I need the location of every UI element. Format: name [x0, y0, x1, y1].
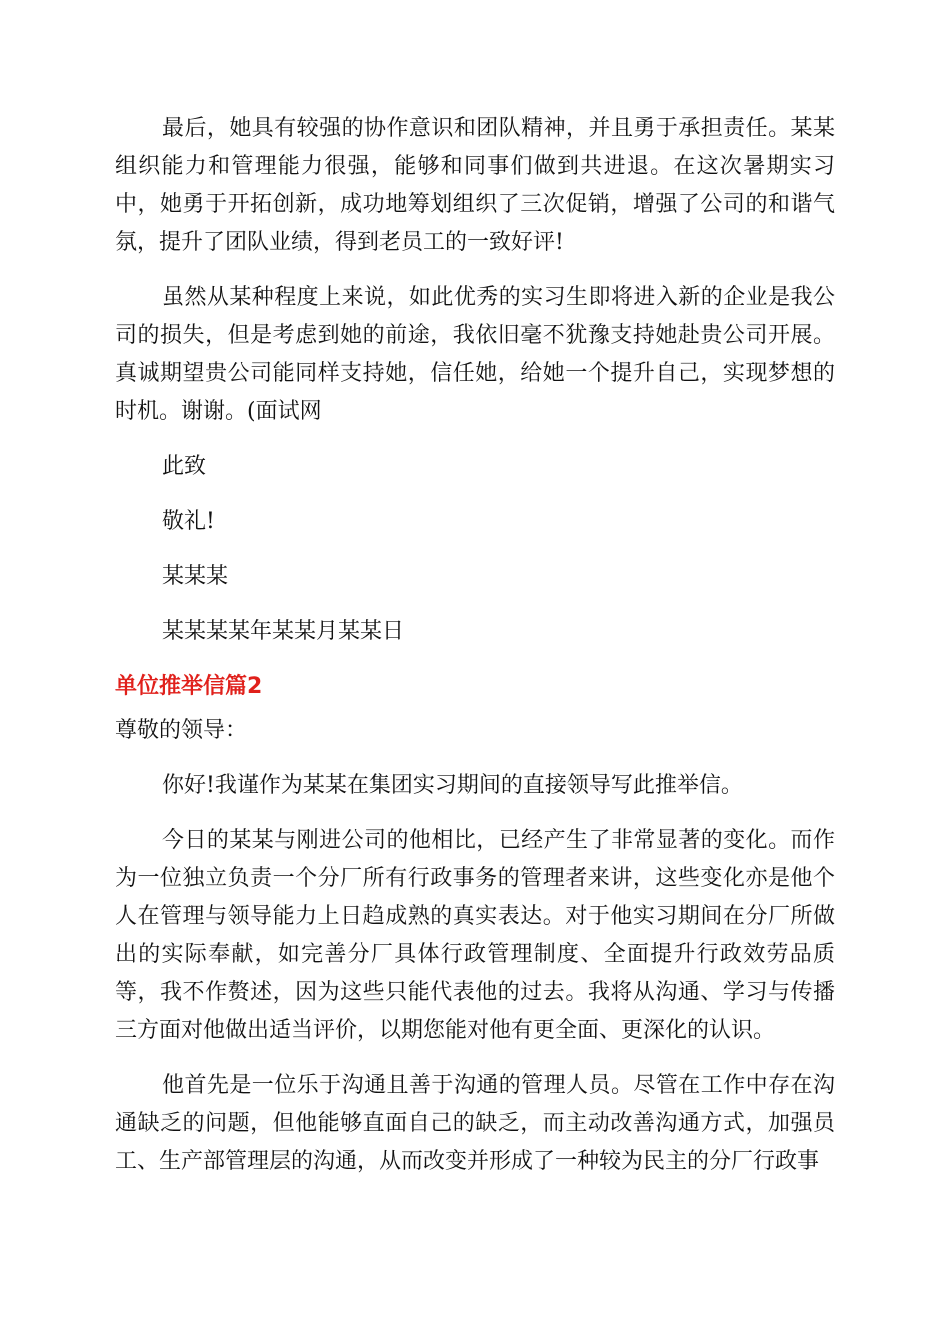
section-heading: 单位推举信篇2 — [115, 674, 263, 699]
signature-line: 某某某 — [162, 564, 229, 589]
body-paragraph: 虽然从某种程度上来说，如此优秀的实习生即将进入新的企业是我公司的损失，但是考虑到她的前途，我依旧毫不犹豫支持她赴贵公司开展。真诚期望贵公司能同样支持她，信任她，给她一个提升自己，实现梦想的时机。谢谢。(面试网 — [115, 285, 835, 424]
document-page — [115, 110, 835, 1198]
regards-line: 敬礼! — [162, 509, 215, 534]
body-paragraph: 今日的某某与刚进公司的他相比，已经产生了非常显著的变化。而作为一位独立负责一个分厂所有行政事务的管理者来讲，这些变化亦是他个人在管理与领导能力上日趋成熟的真实表达。对于他实习期间在分厂所做出的实际奉献，如完善分厂具体行政管理制度、全面提升行政效劳品质等，我不作赘述，因为这些只能代表他的过去。我将从沟通、学习与传播三方面对他做出适当评价，以期您能对他有更全面、更深化的认识。 — [115, 828, 835, 1043]
salutation-line: 尊敬的领导： — [115, 718, 248, 743]
body-paragraph: 你好!我谨作为某某在集团实习期间的直接领导写此推举信。 — [162, 773, 743, 798]
body-paragraph: 他首先是一位乐于沟通且善于沟通的管理人员。尽管在工作中存在沟通缺乏的问题，但他能够直面自己的缺乏，而主动改善沟通方式，加强员工、生产部管理层的沟通，从而改变并形成了一种较为民主的分厂行政事 — [115, 1073, 835, 1174]
date-line: 某某某某年某某月某某日 — [162, 619, 405, 644]
body-paragraph: 最后，她具有较强的协作意识和团队精神，并且勇于承担责任。某某组织能力和管理能力很强，能够和同事们做到共进退。在这次暑期实习中，她勇于开拓创新，成功地筹划组织了三次促销，增强了公司的和谐气氛，提升了团队业绩，得到老员工的一致好评! — [115, 116, 835, 255]
closing-line: 此致 — [162, 454, 207, 479]
